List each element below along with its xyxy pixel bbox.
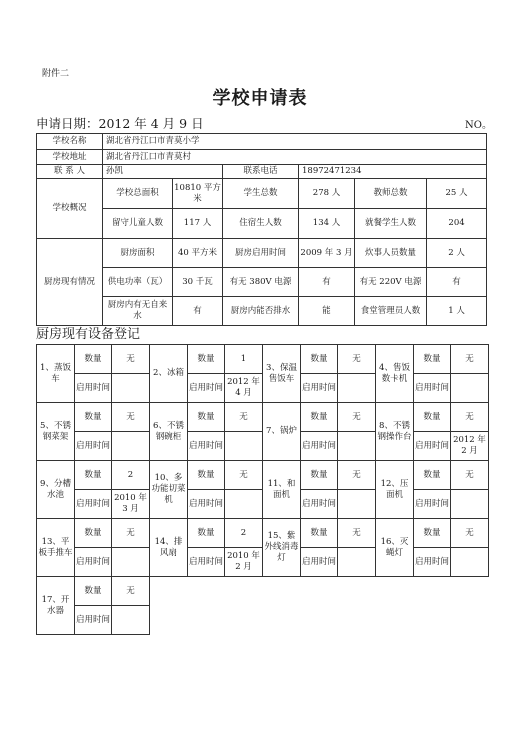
quantity-label: 数量 [414, 461, 451, 490]
start-date-value: 2012 年 4 月 [225, 374, 263, 403]
school-address-label: 学校地址 [37, 150, 103, 165]
quantity-value: 2 [225, 519, 263, 548]
power-220-label: 有无 220V 电源 [355, 268, 427, 297]
start-date-label: 启用时间 [301, 548, 338, 577]
start-date-label: 启用时间 [301, 490, 338, 519]
equipment-name: 16、灭蝇灯 [376, 519, 414, 577]
quantity-value: 无 [112, 345, 150, 374]
student-total-label: 学生总数 [223, 179, 299, 209]
start-date-label: 启用时间 [301, 432, 338, 461]
quantity-label: 数量 [75, 345, 112, 374]
equipment-row [37, 345, 489, 374]
phone-value: 18972471234 [299, 165, 487, 179]
equipment-name: 5、不锈钢菜架 [37, 403, 75, 461]
start-date-label: 启用时间 [414, 432, 451, 461]
start-date-label: 启用时间 [75, 548, 112, 577]
start-date-label: 启用时间 [188, 432, 225, 461]
equipment-name: 3、保温售饭车 [263, 345, 301, 403]
kitchen-row-1 [37, 239, 487, 268]
quantity-label: 数量 [188, 403, 225, 432]
school-name-label: 学校名称 [37, 134, 103, 150]
quantity-label: 数量 [75, 461, 112, 490]
equipment-name: 8、不锈钢操作台 [376, 403, 414, 461]
quantity-value: 无 [451, 403, 489, 432]
quantity-label: 数量 [75, 519, 112, 548]
power-label: 供电功率（瓦） [103, 268, 173, 297]
kitchen-row-2 [37, 268, 487, 297]
kitchen-start-label: 厨房启用时间 [223, 239, 299, 268]
equipment-name: 4、售饭数卡机 [376, 345, 414, 403]
school-name-row [37, 134, 487, 150]
quantity-value: 无 [112, 577, 150, 606]
equipment-name: 11、和面机 [263, 461, 301, 519]
teacher-total-value: 25 人 [427, 179, 487, 209]
cook-count-value: 2 人 [427, 239, 487, 268]
start-date-value [112, 606, 150, 635]
quantity-value: 无 [338, 345, 376, 374]
start-date-value: 2012 年 2 月 [451, 432, 489, 461]
start-date-value [225, 432, 263, 461]
dining-label: 就餐学生人数 [355, 209, 427, 239]
equipment-row [37, 403, 489, 432]
kitchen-start-value: 2009 年 3 月 [299, 239, 355, 268]
kitchen-label: 厨房现有情况 [37, 239, 103, 326]
quantity-value: 无 [451, 519, 489, 548]
quantity-label: 数量 [414, 519, 451, 548]
start-date-label: 启用时间 [188, 490, 225, 519]
start-date-value: 2010 年 3 月 [112, 490, 150, 519]
contact-row [37, 165, 487, 179]
quantity-value: 1 [225, 345, 263, 374]
manager-count-value: 1 人 [427, 297, 487, 326]
equipment-name: 2、冰箱 [150, 345, 188, 403]
student-total-value: 278 人 [299, 179, 355, 209]
quantity-label: 数量 [188, 461, 225, 490]
equipment-name: 13、平板手推车 [37, 519, 75, 577]
kitchen-row-3 [37, 297, 487, 326]
equipment-row [37, 461, 489, 490]
total-area-label: 学校总面积 [103, 179, 173, 209]
overview-row-2 [37, 209, 487, 239]
teacher-total-label: 教师总数 [355, 179, 427, 209]
equipment-table-body [37, 345, 489, 635]
school-address-row [37, 150, 487, 165]
water-value: 有 [173, 297, 223, 326]
contact-value: 孙凯 [103, 165, 223, 179]
start-date-label: 启用时间 [414, 490, 451, 519]
equipment-row [37, 577, 489, 606]
equipment-name: 17、开水器 [37, 577, 75, 635]
start-date-value [112, 374, 150, 403]
contact-label: 联 系 人 [37, 165, 103, 179]
quantity-label: 数量 [301, 519, 338, 548]
equipment-name: 12、压面机 [376, 461, 414, 519]
power-value: 30 千瓦 [173, 268, 223, 297]
total-area-value: 10810 平方米 [173, 179, 223, 209]
quantity-value: 无 [225, 461, 263, 490]
left-behind-value: 117 人 [173, 209, 223, 239]
quantity-value: 无 [112, 403, 150, 432]
equipment-table [36, 344, 489, 635]
start-date-label: 启用时间 [75, 374, 112, 403]
power-220-value: 有 [427, 268, 487, 297]
quantity-label: 数量 [75, 577, 112, 606]
school-name-value: 湖北省丹江口市青莫小学 [103, 134, 487, 150]
equipment-name: 1、蒸饭车 [37, 345, 75, 403]
dining-value: 204 [427, 209, 487, 239]
drain-label: 厨房内能否排水 [223, 297, 299, 326]
quantity-value: 无 [451, 461, 489, 490]
power-380-label: 有无 380V 电源 [223, 268, 299, 297]
overview-label: 学校概况 [37, 179, 103, 239]
quantity-label: 数量 [301, 403, 338, 432]
start-date-value [225, 490, 263, 519]
start-date-label: 启用时间 [75, 432, 112, 461]
start-date-label: 启用时间 [188, 548, 225, 577]
equipment-row [37, 519, 489, 548]
equipment-section-title: 厨房现有设备登记 [36, 327, 141, 342]
quantity-label: 数量 [414, 403, 451, 432]
start-date-value: 2010 年 2 月 [225, 548, 263, 577]
start-date-label: 启用时间 [75, 490, 112, 519]
form-number-label: NO。 [465, 120, 492, 131]
overview-row-1 [37, 179, 487, 209]
start-date-label: 启用时间 [414, 548, 451, 577]
start-date-value [338, 432, 376, 461]
application-date: 申请日期：2012 年 4 月 9 日 [36, 116, 204, 131]
left-behind-label: 留守儿童人数 [103, 209, 173, 239]
boarding-label: 住宿生人数 [223, 209, 299, 239]
manager-count-label: 食堂管理员人数 [355, 297, 427, 326]
quantity-value: 无 [451, 345, 489, 374]
kitchen-area-label: 厨房面积 [103, 239, 173, 268]
quantity-label: 数量 [301, 345, 338, 374]
attachment-label: 附件二 [42, 69, 70, 79]
quantity-value: 无 [338, 519, 376, 548]
quantity-value: 2 [112, 461, 150, 490]
quantity-value: 无 [338, 403, 376, 432]
phone-label: 联系电话 [223, 165, 299, 179]
equipment-name: 14、排风扇 [150, 519, 188, 577]
start-date-value [112, 432, 150, 461]
form-title: 学校申请表 [212, 88, 308, 109]
start-date-value [451, 548, 489, 577]
start-date-value [338, 374, 376, 403]
quantity-label: 数量 [301, 461, 338, 490]
start-date-label: 启用时间 [75, 606, 112, 635]
quantity-label: 数量 [188, 519, 225, 548]
quantity-value: 无 [112, 519, 150, 548]
quantity-value: 无 [225, 403, 263, 432]
drain-value: 能 [299, 297, 355, 326]
start-date-value [338, 548, 376, 577]
equipment-name: 10、多功能切菜机 [150, 461, 188, 519]
kitchen-area-value: 40 平方米 [173, 239, 223, 268]
equipment-name: 15、紫外线消毒灯 [263, 519, 301, 577]
start-date-value [451, 490, 489, 519]
quantity-value: 无 [338, 461, 376, 490]
equipment-name: 9、分槽水池 [37, 461, 75, 519]
school-address-value: 湖北省丹江口市青莫村 [103, 150, 487, 165]
equipment-row-date [37, 606, 489, 635]
quantity-label: 数量 [188, 345, 225, 374]
start-date-value [338, 490, 376, 519]
boarding-value: 134 人 [299, 209, 355, 239]
power-380-value: 有 [299, 268, 355, 297]
start-date-label: 启用时间 [414, 374, 451, 403]
start-date-label: 启用时间 [188, 374, 225, 403]
cook-count-label: 炊事人员数量 [355, 239, 427, 268]
water-label: 厨房内有无自来水 [103, 297, 173, 326]
quantity-label: 数量 [75, 403, 112, 432]
start-date-value [112, 548, 150, 577]
start-date-label: 启用时间 [301, 374, 338, 403]
equipment-name: 6、不锈钢碗柜 [150, 403, 188, 461]
equipment-name: 7、锅炉 [263, 403, 301, 461]
start-date-value [451, 374, 489, 403]
school-info-table [36, 133, 487, 326]
quantity-label: 数量 [414, 345, 451, 374]
